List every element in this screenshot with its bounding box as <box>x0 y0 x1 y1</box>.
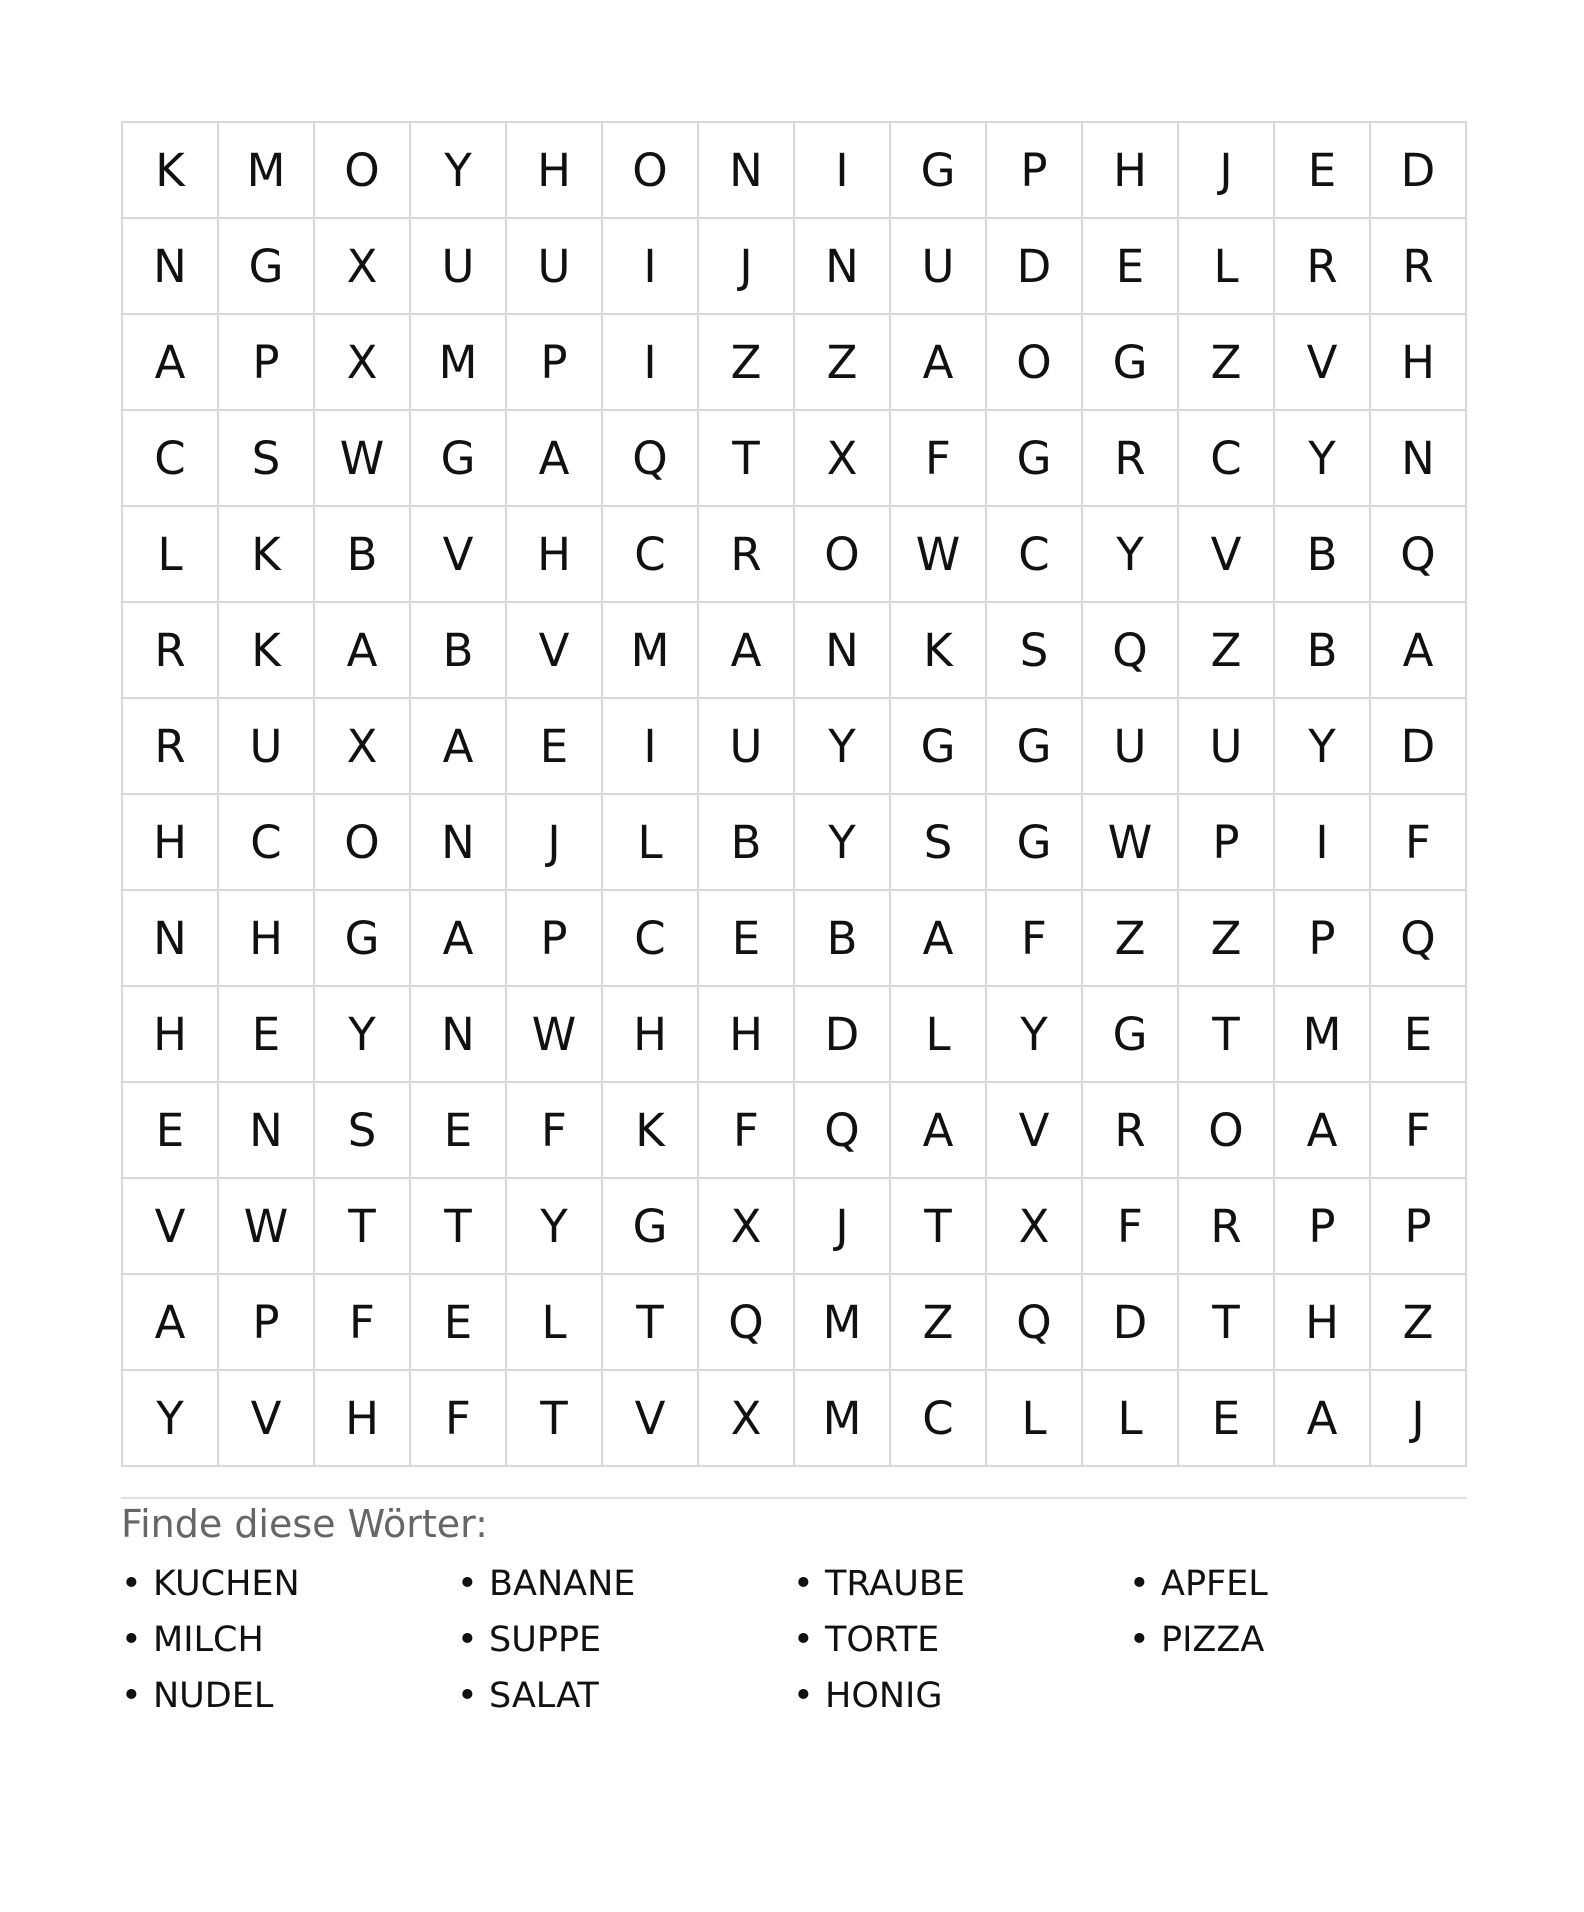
grid-cell[interactable]: Y <box>1083 507 1179 603</box>
grid-cell[interactable]: H <box>219 891 315 987</box>
grid-cell[interactable]: Z <box>891 1275 987 1371</box>
grid-cell[interactable]: J <box>1371 1371 1467 1467</box>
grid-cell[interactable]: U <box>219 699 315 795</box>
grid-cell[interactable]: H <box>507 507 603 603</box>
grid-cell[interactable]: L <box>1179 219 1275 315</box>
grid-cell[interactable]: F <box>1371 1083 1467 1179</box>
grid-cell[interactable]: O <box>987 315 1083 411</box>
grid-cell[interactable]: F <box>891 411 987 507</box>
word-list-item <box>121 1668 457 1724</box>
grid-cell[interactable]: F <box>411 1371 507 1467</box>
grid-cell[interactable]: I <box>603 315 699 411</box>
instructions-heading: Finde diese Wörter: <box>121 1502 488 1546</box>
grid-cell[interactable]: N <box>411 795 507 891</box>
grid-cell[interactable]: N <box>123 219 219 315</box>
bullet-icon: • <box>121 1675 142 1716</box>
bullet-icon: • <box>1129 1563 1150 1604</box>
grid-cell[interactable]: Y <box>987 987 1083 1083</box>
grid-cell[interactable]: P <box>507 315 603 411</box>
grid-cell[interactable]: A <box>411 699 507 795</box>
grid-cell[interactable]: V <box>1275 315 1371 411</box>
grid-cell[interactable]: A <box>411 891 507 987</box>
grid-cell[interactable]: R <box>1179 1179 1275 1275</box>
grid-cell[interactable]: Q <box>795 1083 891 1179</box>
grid-cell[interactable]: R <box>1083 1083 1179 1179</box>
grid-cell[interactable]: Q <box>1083 603 1179 699</box>
word-list-item <box>457 1556 793 1612</box>
grid-cell[interactable]: F <box>315 1275 411 1371</box>
grid-cell[interactable]: O <box>315 123 411 219</box>
grid-cell[interactable]: W <box>507 987 603 1083</box>
grid-cell[interactable]: D <box>1371 123 1467 219</box>
grid-cell[interactable]: N <box>795 219 891 315</box>
grid-cell[interactable]: V <box>507 603 603 699</box>
word-list-item <box>457 1668 793 1724</box>
word-label: TRAUBE <box>825 1563 965 1604</box>
grid-cell[interactable]: A <box>891 315 987 411</box>
grid-cell[interactable]: U <box>891 219 987 315</box>
grid-cell[interactable]: G <box>219 219 315 315</box>
grid-cell[interactable]: T <box>315 1179 411 1275</box>
bullet-icon: • <box>793 1675 814 1716</box>
grid-cell[interactable]: I <box>795 123 891 219</box>
word-list-item <box>793 1668 1129 1724</box>
grid-cell[interactable]: W <box>891 507 987 603</box>
grid-cell[interactable]: O <box>603 123 699 219</box>
grid-cell[interactable]: G <box>1083 315 1179 411</box>
grid-cell[interactable]: E <box>219 987 315 1083</box>
grid-cell[interactable]: F <box>699 1083 795 1179</box>
grid-cell[interactable]: R <box>1083 411 1179 507</box>
grid-cell[interactable]: Z <box>699 315 795 411</box>
grid-cell[interactable]: H <box>315 1371 411 1467</box>
grid-cell[interactable]: N <box>1371 411 1467 507</box>
word-list-item <box>1129 1612 1465 1668</box>
grid-cell[interactable]: E <box>411 1275 507 1371</box>
grid-cell[interactable]: N <box>795 603 891 699</box>
grid-cell[interactable]: H <box>1275 1275 1371 1371</box>
grid-cell[interactable]: A <box>699 603 795 699</box>
word-label: APFEL <box>1161 1563 1268 1604</box>
word-label: BANANE <box>489 1563 636 1604</box>
grid-cell[interactable]: T <box>1179 1275 1275 1371</box>
grid-cell[interactable]: J <box>699 219 795 315</box>
grid-cell[interactable]: N <box>411 987 507 1083</box>
grid-cell[interactable]: C <box>1179 411 1275 507</box>
grid-cell[interactable]: T <box>411 1179 507 1275</box>
grid-cell[interactable]: V <box>219 1371 315 1467</box>
grid-cell[interactable]: L <box>987 1371 1083 1467</box>
letter-grid <box>121 121 1467 1467</box>
grid-cell[interactable]: O <box>315 795 411 891</box>
grid-cell[interactable]: F <box>987 891 1083 987</box>
word-label: SALAT <box>489 1675 599 1716</box>
grid-cell[interactable]: P <box>1179 795 1275 891</box>
grid-cell[interactable]: O <box>795 507 891 603</box>
grid-cell[interactable]: P <box>1371 1179 1467 1275</box>
word-list <box>121 1556 1467 1724</box>
bullet-icon: • <box>457 1619 478 1660</box>
grid-cell[interactable]: A <box>891 891 987 987</box>
grid-cell[interactable]: U <box>1083 699 1179 795</box>
grid-cell[interactable]: I <box>1275 795 1371 891</box>
grid-cell[interactable]: B <box>315 507 411 603</box>
word-list-item <box>1129 1556 1465 1612</box>
grid-cell[interactable]: L <box>891 987 987 1083</box>
grid-cell[interactable]: N <box>219 1083 315 1179</box>
grid-cell[interactable]: A <box>1275 1083 1371 1179</box>
grid-cell[interactable]: F <box>1371 795 1467 891</box>
bullet-icon: • <box>121 1563 142 1604</box>
grid-cell[interactable]: X <box>795 411 891 507</box>
grid-cell[interactable]: S <box>219 411 315 507</box>
grid-cell[interactable]: W <box>219 1179 315 1275</box>
grid-cell[interactable]: P <box>1275 1179 1371 1275</box>
grid-cell[interactable]: Z <box>1083 891 1179 987</box>
grid-cell[interactable]: A <box>1275 1371 1371 1467</box>
grid-cell[interactable]: A <box>891 1083 987 1179</box>
grid-cell[interactable]: G <box>987 699 1083 795</box>
grid-cell[interactable]: Q <box>699 1275 795 1371</box>
grid-cell[interactable]: Q <box>1371 891 1467 987</box>
grid-cell[interactable]: G <box>411 411 507 507</box>
grid-cell[interactable]: R <box>699 507 795 603</box>
bullet-icon: • <box>793 1563 814 1604</box>
grid-cell[interactable]: H <box>1371 315 1467 411</box>
grid-cell[interactable]: Z <box>1179 603 1275 699</box>
grid-cell[interactable]: T <box>891 1179 987 1275</box>
bullet-icon: • <box>121 1619 142 1660</box>
grid-cell[interactable]: M <box>795 1275 891 1371</box>
grid-cell[interactable]: L <box>507 1275 603 1371</box>
grid-cell[interactable]: G <box>603 1179 699 1275</box>
word-label: MILCH <box>153 1619 264 1660</box>
grid-cell[interactable]: Y <box>123 1371 219 1467</box>
grid-cell[interactable]: Z <box>1179 891 1275 987</box>
grid-cell[interactable]: L <box>603 795 699 891</box>
grid-cell[interactable]: S <box>987 603 1083 699</box>
grid-cell[interactable]: E <box>507 699 603 795</box>
grid-cell[interactable]: A <box>123 315 219 411</box>
grid-cell[interactable]: B <box>699 795 795 891</box>
grid-cell[interactable]: F <box>507 1083 603 1179</box>
grid-cell[interactable]: I <box>603 219 699 315</box>
grid-cell[interactable]: X <box>699 1371 795 1467</box>
grid-cell[interactable]: K <box>891 603 987 699</box>
grid-cell[interactable]: B <box>795 891 891 987</box>
word-label: TORTE <box>825 1619 940 1660</box>
grid-cell[interactable]: C <box>603 507 699 603</box>
grid-cell[interactable]: T <box>603 1275 699 1371</box>
grid-cell[interactable]: M <box>411 315 507 411</box>
grid-cell[interactable]: R <box>1275 219 1371 315</box>
grid-cell[interactable]: Y <box>1275 699 1371 795</box>
grid-cell[interactable]: S <box>315 1083 411 1179</box>
grid-cell[interactable]: K <box>123 123 219 219</box>
grid-cell[interactable]: Y <box>411 123 507 219</box>
grid-cell[interactable]: Y <box>1275 411 1371 507</box>
grid-cell[interactable]: X <box>987 1179 1083 1275</box>
grid-cell[interactable]: Y <box>507 1179 603 1275</box>
word-label: HONIG <box>825 1675 943 1716</box>
grid-cell[interactable]: K <box>603 1083 699 1179</box>
grid-cell[interactable]: R <box>1371 219 1467 315</box>
grid-cell[interactable]: D <box>987 219 1083 315</box>
grid-cell[interactable]: C <box>987 507 1083 603</box>
grid-cell[interactable]: D <box>795 987 891 1083</box>
grid-cell[interactable]: P <box>507 891 603 987</box>
grid-cell[interactable]: P <box>219 315 315 411</box>
grid-cell[interactable]: H <box>603 987 699 1083</box>
word-label: NUDEL <box>153 1675 274 1716</box>
grid-cell[interactable]: T <box>699 411 795 507</box>
grid-cell[interactable]: A <box>507 411 603 507</box>
bullet-icon: • <box>793 1619 814 1660</box>
grid-cell[interactable]: E <box>1083 219 1179 315</box>
word-list-item <box>793 1612 1129 1668</box>
grid-cell[interactable]: Z <box>795 315 891 411</box>
word-list-item <box>457 1612 793 1668</box>
grid-cell[interactable]: F <box>1083 1179 1179 1275</box>
grid-cell[interactable]: I <box>603 699 699 795</box>
grid-cell[interactable]: M <box>1275 987 1371 1083</box>
grid-cell[interactable]: N <box>699 123 795 219</box>
grid-cell[interactable]: W <box>1083 795 1179 891</box>
grid-cell[interactable]: R <box>123 603 219 699</box>
grid-cell[interactable]: Q <box>1371 507 1467 603</box>
grid-cell[interactable]: J <box>795 1179 891 1275</box>
grid-cell[interactable]: O <box>1179 1083 1275 1179</box>
word-list-item <box>121 1556 457 1612</box>
grid-cell[interactable]: X <box>315 219 411 315</box>
word-list-item <box>121 1612 457 1668</box>
grid-cell[interactable]: W <box>315 411 411 507</box>
grid-cell[interactable]: L <box>1083 1371 1179 1467</box>
bullet-icon: • <box>457 1675 478 1716</box>
word-label: SUPPE <box>489 1619 602 1660</box>
grid-cell[interactable]: N <box>123 891 219 987</box>
divider <box>121 1497 1467 1499</box>
grid-cell[interactable]: V <box>411 507 507 603</box>
grid-cell[interactable]: U <box>1179 699 1275 795</box>
grid-cell[interactable]: C <box>219 795 315 891</box>
grid-cell[interactable]: D <box>1083 1275 1179 1371</box>
grid-cell[interactable]: B <box>411 603 507 699</box>
grid-cell[interactable]: Q <box>603 411 699 507</box>
grid-cell[interactable]: E <box>1179 1371 1275 1467</box>
grid-cell[interactable]: K <box>219 603 315 699</box>
grid-cell[interactable]: U <box>507 219 603 315</box>
grid-cell[interactable]: Z <box>1179 315 1275 411</box>
grid-cell[interactable]: C <box>123 411 219 507</box>
grid-cell[interactable]: H <box>123 987 219 1083</box>
grid-cell[interactable]: M <box>219 123 315 219</box>
grid-cell[interactable]: Y <box>795 795 891 891</box>
grid-cell[interactable]: Z <box>1371 1275 1467 1371</box>
grid-cell[interactable]: V <box>603 1371 699 1467</box>
grid-cell[interactable]: J <box>1179 123 1275 219</box>
grid-cell[interactable]: C <box>891 1371 987 1467</box>
grid-cell[interactable]: S <box>891 795 987 891</box>
grid-cell[interactable]: P <box>219 1275 315 1371</box>
grid-cell[interactable]: V <box>1179 507 1275 603</box>
grid-cell[interactable]: V <box>123 1179 219 1275</box>
grid-cell[interactable]: B <box>1275 507 1371 603</box>
word-list-item <box>793 1556 1129 1612</box>
grid-cell[interactable]: G <box>987 411 1083 507</box>
grid-cell[interactable]: H <box>123 795 219 891</box>
grid-cell[interactable]: J <box>507 795 603 891</box>
grid-cell[interactable]: T <box>1179 987 1275 1083</box>
grid-cell[interactable]: H <box>507 123 603 219</box>
grid-cell[interactable]: V <box>987 1083 1083 1179</box>
grid-cell[interactable]: A <box>1371 603 1467 699</box>
grid-cell[interactable]: B <box>1275 603 1371 699</box>
bullet-icon: • <box>457 1563 478 1604</box>
grid-cell[interactable]: K <box>219 507 315 603</box>
grid-cell[interactable]: G <box>891 123 987 219</box>
grid-cell[interactable]: Y <box>315 987 411 1083</box>
grid-cell[interactable]: Y <box>795 699 891 795</box>
grid-cell[interactable]: R <box>123 699 219 795</box>
grid-cell[interactable]: T <box>507 1371 603 1467</box>
grid-cell[interactable]: X <box>699 1179 795 1275</box>
bullet-icon: • <box>1129 1619 1150 1660</box>
grid-cell[interactable]: Q <box>987 1275 1083 1371</box>
grid-cell[interactable]: E <box>699 891 795 987</box>
grid-cell[interactable]: E <box>1371 987 1467 1083</box>
grid-cell[interactable]: G <box>1083 987 1179 1083</box>
grid-cell[interactable]: D <box>1371 699 1467 795</box>
grid-cell[interactable]: C <box>603 891 699 987</box>
grid-cell[interactable]: G <box>891 699 987 795</box>
word-label: KUCHEN <box>153 1563 300 1604</box>
grid-cell[interactable]: L <box>123 507 219 603</box>
word-label: PIZZA <box>1161 1619 1265 1660</box>
grid-cell[interactable]: M <box>603 603 699 699</box>
grid-cell[interactable]: M <box>795 1371 891 1467</box>
grid-cell[interactable]: P <box>1275 891 1371 987</box>
grid-cell[interactable]: U <box>411 219 507 315</box>
grid-cell[interactable]: A <box>315 603 411 699</box>
grid-cell[interactable]: X <box>315 699 411 795</box>
grid-cell[interactable]: E <box>123 1083 219 1179</box>
grid-cell[interactable]: P <box>987 123 1083 219</box>
grid-cell[interactable]: E <box>1275 123 1371 219</box>
grid-cell[interactable]: E <box>411 1083 507 1179</box>
grid-cell[interactable]: H <box>1083 123 1179 219</box>
grid-cell[interactable]: G <box>315 891 411 987</box>
grid-cell[interactable]: A <box>123 1275 219 1371</box>
grid-cell[interactable]: X <box>315 315 411 411</box>
grid-cell[interactable]: U <box>699 699 795 795</box>
grid-cell[interactable]: G <box>987 795 1083 891</box>
grid-cell[interactable]: H <box>699 987 795 1083</box>
